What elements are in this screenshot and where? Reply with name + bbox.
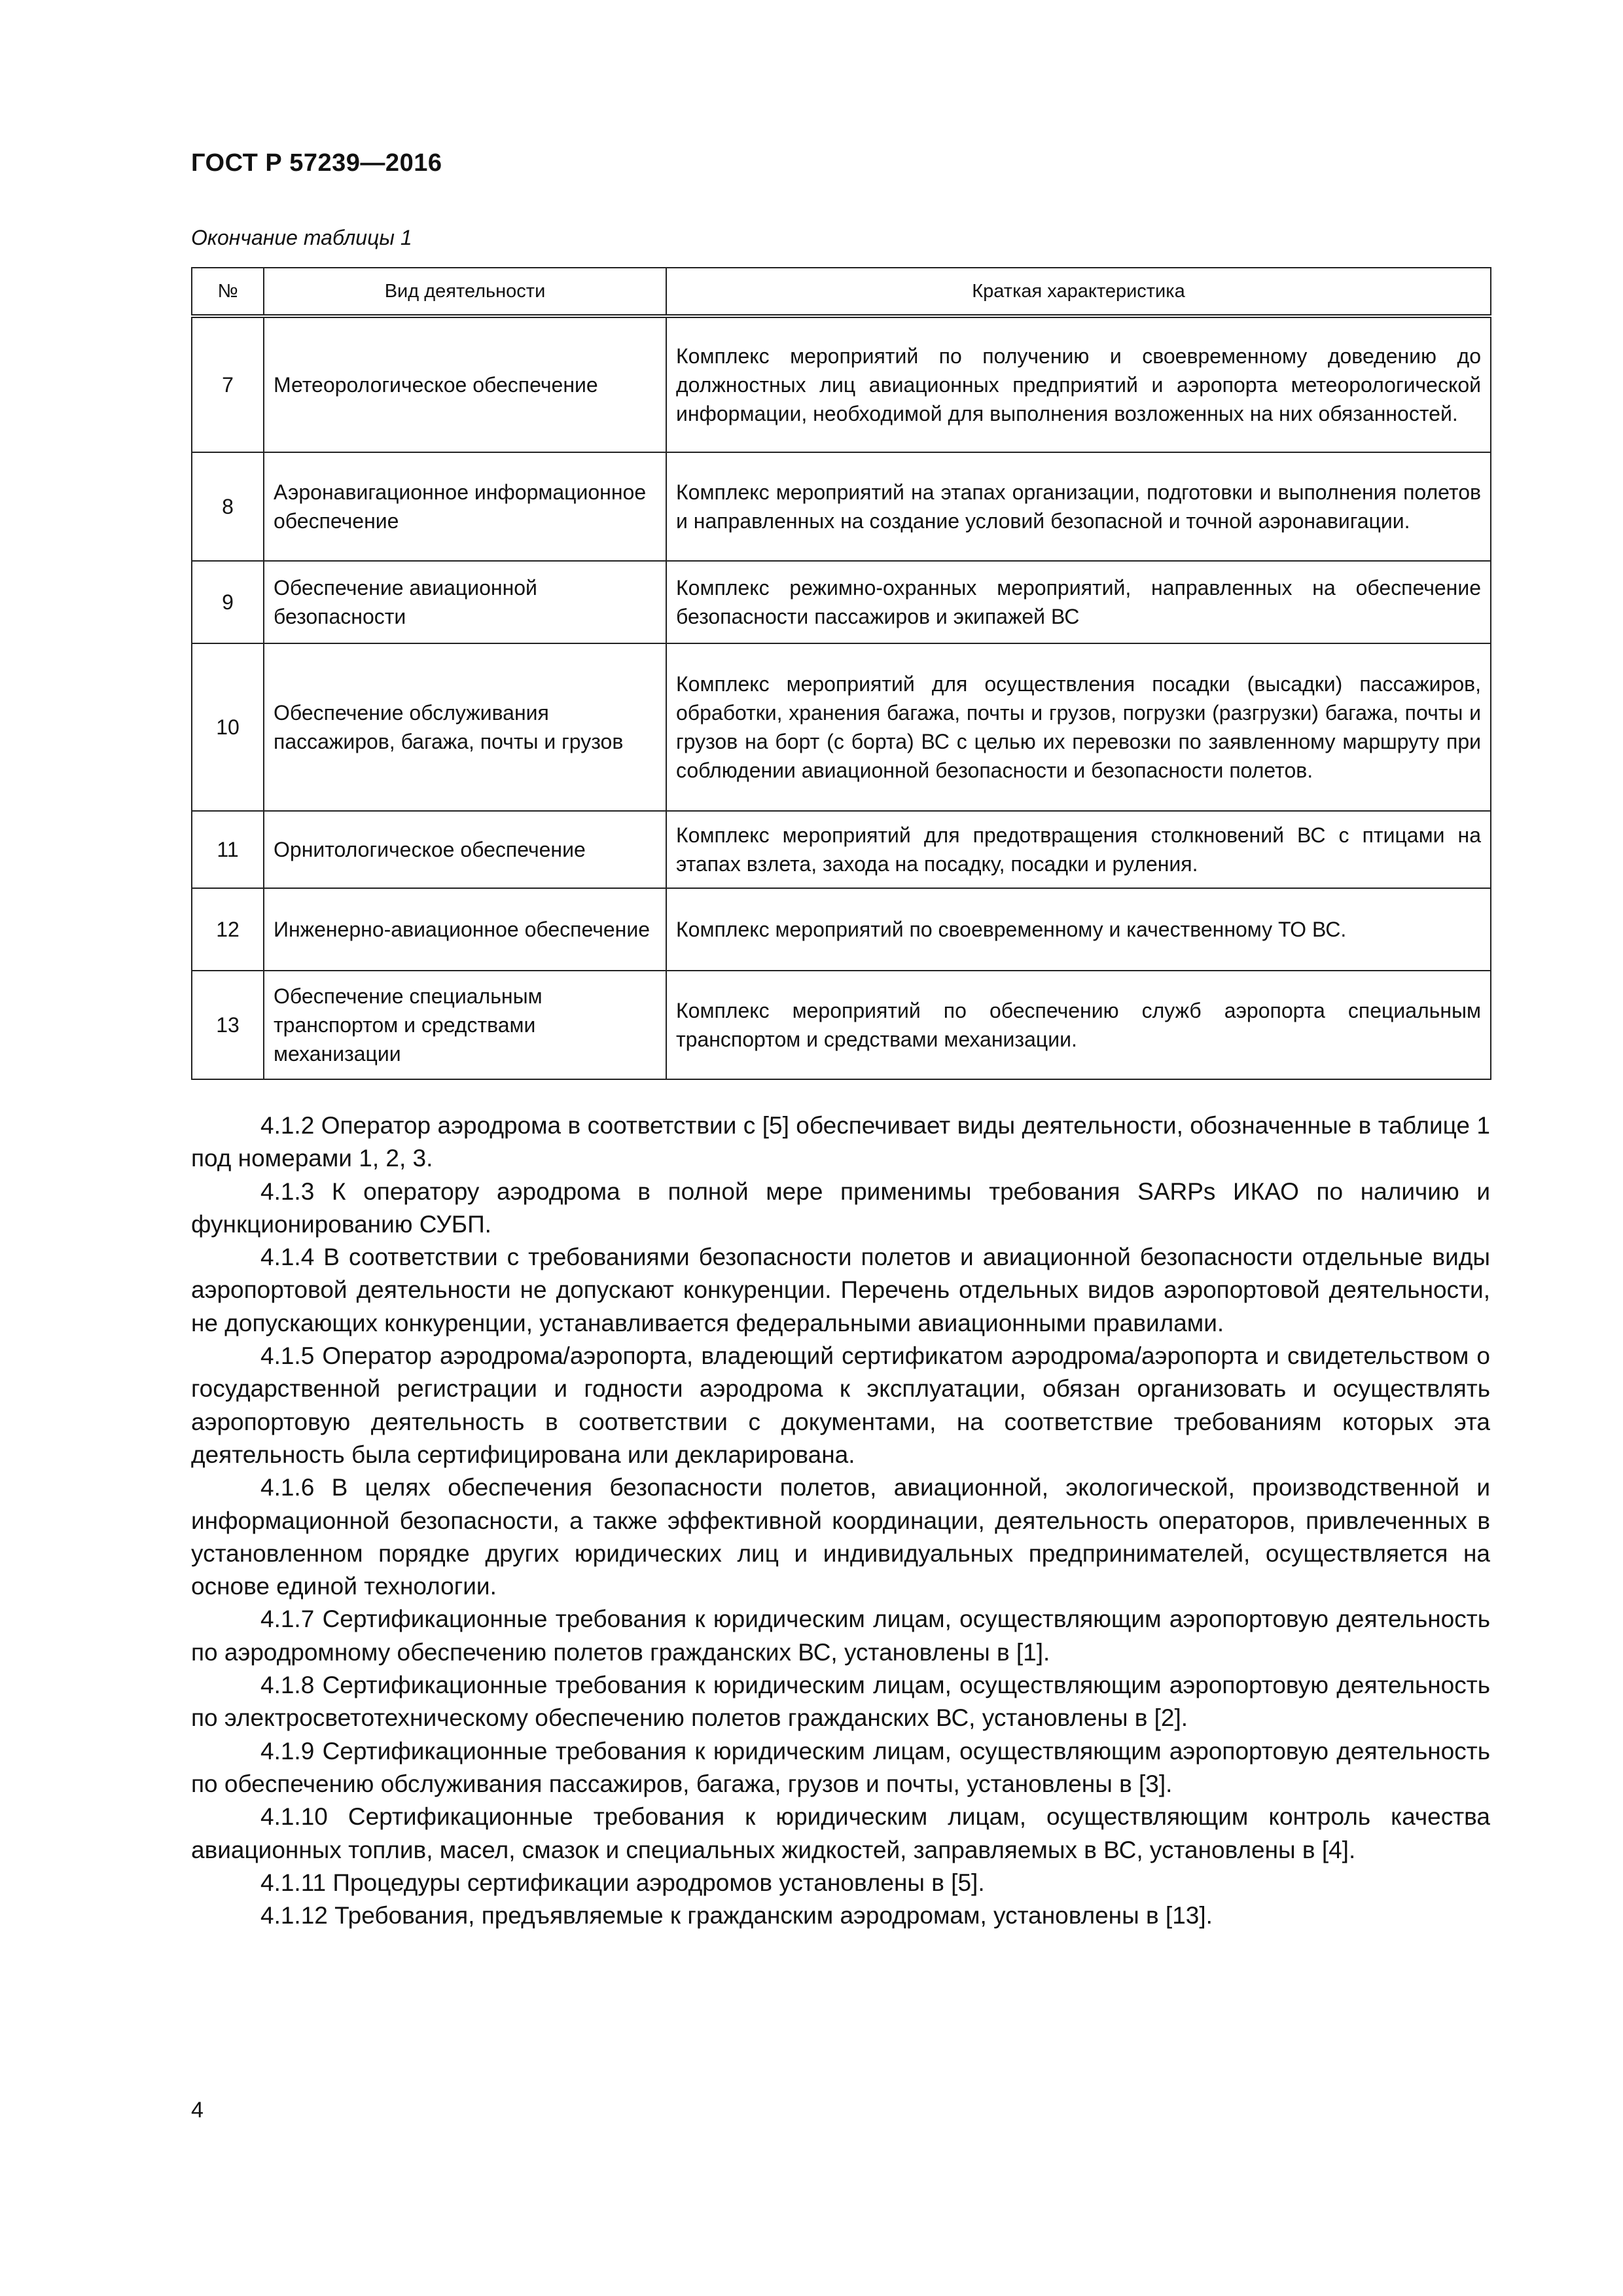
column-header-description: Краткая характеристика bbox=[666, 268, 1491, 316]
row-number: 11 bbox=[192, 811, 264, 888]
paragraph: 4.1.9 Сертификационные требования к юридическим лицам, осуществляющим аэропортовую деятельность по обеспечению обслуживания пассажиров, багажа, грузов и почты, установлены в [3]. bbox=[191, 1737, 1490, 1797]
table-row bbox=[192, 561, 1491, 643]
row-activity: Инженерно-авиационное обеспечение bbox=[264, 888, 666, 971]
column-header-activity: Вид деятельности bbox=[264, 268, 666, 316]
paragraph: 4.1.2 Оператор аэродрома в соответствии с [5] обеспечивает виды деятельности, обозначенные в таблице 1 под номерами 1, 2, 3. bbox=[191, 1112, 1490, 1172]
paragraph: 4.1.8 Сертификационные требования к юридическим лицам, осуществляющим аэропортовую деятельность по электросветотехническому обеспечению полетов гражданских ВС, установлены в [2]. bbox=[191, 1672, 1490, 1732]
table-row bbox=[192, 452, 1491, 561]
paragraph: 4.1.11 Процедуры сертификации аэродромов установлены в [5]. bbox=[260, 1869, 985, 1896]
row-activity: Обеспечение специальным транспортом и средствами механизации bbox=[264, 971, 666, 1079]
paragraph: 4.1.4 В соответствии с требованиями безопасности полетов и авиационной безопасности отдельные виды аэропортовой деятельности не допускают конкуренции. Перечень отдельных видов аэропортовой деятельности, не допускающих конкуренции, устанавливается федеральными авиационными правилами. bbox=[191, 1244, 1490, 1336]
row-activity: Аэронавигационное информационное обеспечение bbox=[264, 452, 666, 561]
row-activity: Орнитологическое обеспечение bbox=[264, 811, 666, 888]
row-description: Комплекс мероприятий по обеспечению служб аэропорта специальным транспортом и средствами механизации. bbox=[666, 971, 1491, 1079]
row-number: 13 bbox=[192, 971, 264, 1079]
row-number: 7 bbox=[192, 316, 264, 452]
paragraph: 4.1.7 Сертификационные требования к юридическим лицам, осуществляющим аэропортовую деятельность по аэродромному обеспечению полетов гражданских ВС, установлены в [1]. bbox=[191, 1605, 1490, 1666]
table-body bbox=[192, 316, 1491, 1079]
table-header-row bbox=[192, 268, 1491, 316]
row-activity: Метеорологическое обеспечение bbox=[264, 316, 666, 452]
page-number: 4 bbox=[191, 2098, 204, 2123]
row-number: 9 bbox=[192, 561, 264, 643]
table-row bbox=[192, 971, 1491, 1079]
paragraph: 4.1.12 Требования, предъявляемые к гражданским аэродромам, установлены в [13]. bbox=[260, 1902, 1213, 1929]
row-description: Комплекс мероприятий по получению и своевременному доведению до должностных лиц авиационных предприятий и аэропорта метеорологической информации, необходимой для выполнения возложенных на них обязанностей. bbox=[666, 316, 1491, 452]
row-number: 12 bbox=[192, 888, 264, 971]
document-header-title: ГОСТ Р 57239—2016 bbox=[191, 149, 442, 177]
row-number: 8 bbox=[192, 452, 264, 561]
paragraph: 4.1.10 Сертификационные требования к юридическим лицам, осуществляющим контроль качества авиационных топлив, масел, смазок и специальных жидкостей, заправляемых в ВС, установлены в [4]. bbox=[191, 1803, 1490, 1863]
row-description: Комплекс мероприятий для осуществления посадки (высадки) пассажиров, обработки, хранения багажа, почты и грузов, погрузки (разгрузки) багажа, почты и грузов на борт (с борта) ВС с целью их перевозки по заявленному маршруту при соблюдении авиационной безопасности и безопасности полетов. bbox=[666, 643, 1491, 811]
paragraph: 4.1.6 В целях обеспечения безопасности полетов, авиационной, экологической, производственной и информационной безопасности, а также эффективной координации, деятельность операторов, привлеченных в установленном порядке других юридических лиц и индивидуальных предпринимателей, осуществляется на основе единой технологии. bbox=[191, 1474, 1490, 1600]
column-header-number: № bbox=[192, 268, 264, 316]
table-row bbox=[192, 316, 1491, 452]
activities-table bbox=[191, 267, 1491, 1080]
paragraph: 4.1.5 Оператор аэродрома/аэропорта, владеющий сертификатом аэродрома/аэропорта и свидетельством о государственной регистрации и годности аэродрома к эксплуатации, обязан организовать и осуществлять аэропортовую деятельность в соответствии с документами, на соответствие требованиям которых эта деятельность была сертифицирована или декларирована. bbox=[191, 1342, 1490, 1468]
row-description: Комплекс мероприятий для предотвращения столкновений ВС с птицами на этапах взлета, захода на посадку, посадки и руления. bbox=[666, 811, 1491, 888]
table-header bbox=[192, 268, 1491, 316]
row-description: Комплекс режимно-охранных мероприятий, направленных на обеспечение безопасности пассажиров и экипажей ВС bbox=[666, 561, 1491, 643]
table-row bbox=[192, 643, 1491, 811]
body-text bbox=[191, 1109, 1490, 1932]
row-activity: Обеспечение авиационной безопасности bbox=[264, 561, 666, 643]
paragraph: 4.1.3 К оператору аэродрома в полной мере применимы требования SARPs ИКАО по наличию и функционированию СУБП. bbox=[191, 1177, 1490, 1238]
row-number: 10 bbox=[192, 643, 264, 811]
table-row bbox=[192, 811, 1491, 888]
row-activity: Обеспечение обслуживания пассажиров, багажа, почты и грузов bbox=[264, 643, 666, 811]
row-description: Комплекс мероприятий на этапах организации, подготовки и выполнения полетов и направленных на создание условий безопасной и точной аэронавигации. bbox=[666, 452, 1491, 561]
row-description: Комплекс мероприятий по своевременному и качественному ТО ВС. bbox=[666, 888, 1491, 971]
table-caption: Окончание таблицы 1 bbox=[191, 226, 412, 249]
table-row bbox=[192, 888, 1491, 971]
